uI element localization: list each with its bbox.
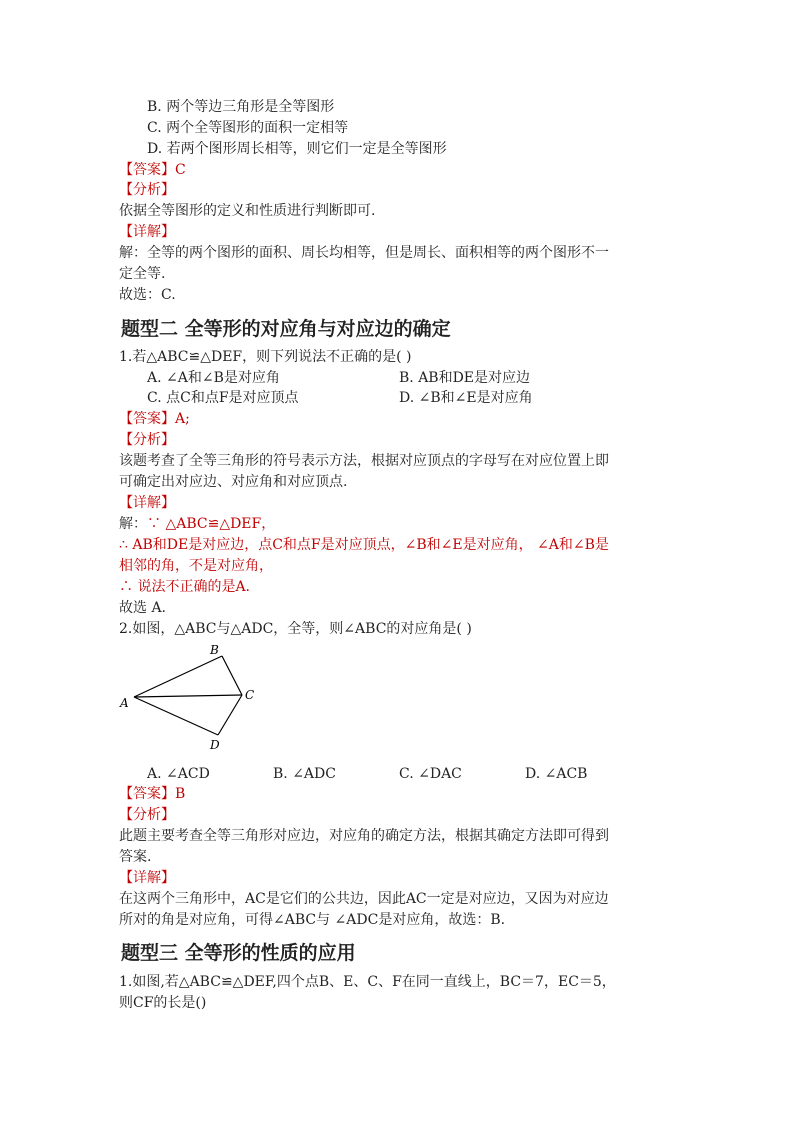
detail-label: 【详解】 bbox=[119, 495, 175, 511]
option-b: B. ∠ADC bbox=[273, 766, 336, 782]
analysis-text: 可确定出对应边、对应角和对应顶点. bbox=[119, 474, 348, 490]
analysis-label: 【分析】 bbox=[119, 432, 175, 448]
vertex-label-b: B bbox=[210, 643, 219, 657]
option-c: C. ∠DAC bbox=[399, 766, 462, 782]
detail-label: 【详解】 bbox=[119, 224, 175, 240]
detail-text: 解：全等的两个图形的面积、周长均相等，但是周长、面积相等的两个图形不一 bbox=[119, 245, 609, 261]
detail-red-text: ∴ AB和DE是对应边，点C和点F是对应顶点，∠B和∠E是对应角， bbox=[119, 537, 533, 553]
option-d: D. ∠ACB bbox=[525, 766, 588, 782]
answer-row bbox=[119, 784, 185, 804]
answer-value: C bbox=[175, 162, 186, 178]
detail-red-text: ∠A和∠B是 bbox=[537, 537, 609, 553]
answer-row bbox=[119, 409, 190, 429]
analysis-text: 依据全等图形的定义和性质进行判断即可. bbox=[119, 203, 376, 219]
detail-red-text: ∵ △ABC≌△DEF， bbox=[147, 516, 276, 532]
detail-text: 定全等. bbox=[119, 266, 166, 282]
question-stem: 1.如图,若△ABC≌△DEF,四个点B、E、C、F在同一直线上，BC＝7，EC＝5， bbox=[119, 974, 616, 990]
option-d: D. 若两个图形周长相等，则它们一定是全等图形 bbox=[147, 141, 447, 157]
answer-label: 【答案】 bbox=[119, 786, 175, 802]
answer-label: 【答案】 bbox=[119, 162, 175, 178]
vertex-label-a: A bbox=[120, 696, 129, 710]
analysis-text: 此题主要考查全等三角形对应边，对应角的确定方法，根据其确定方法即可得到 bbox=[119, 828, 609, 844]
detail-line: 相邻的角，不是对应角， bbox=[119, 558, 273, 574]
detail-line bbox=[119, 514, 275, 534]
answer-value: A; bbox=[175, 411, 190, 427]
detail-conclusion: 故选 A. bbox=[119, 600, 167, 616]
question-stem: 1.若△ABC≌△DEF，则下列说法不正确的是( ) bbox=[119, 349, 412, 365]
analysis-text: 答案. bbox=[119, 849, 152, 865]
option-a: A. ∠A和∠B是对应角 bbox=[147, 370, 280, 386]
option-b: B. AB和DE是对应边 bbox=[399, 370, 531, 386]
detail-text: 在这两个三角形中，AC是它们的公共边，因此AC一定是对应边，又因为对应边 bbox=[119, 891, 609, 907]
option-b: B. 两个等边三角形是全等图形 bbox=[147, 99, 335, 115]
detail-line bbox=[119, 535, 609, 555]
vertex-label-c: C bbox=[245, 688, 255, 702]
question-stem: 2.如图，△ABC与△ADC，全等，则∠ABC的对应角是( ) bbox=[119, 621, 472, 637]
option-a: A. ∠ACD bbox=[147, 766, 210, 782]
triangle-figure bbox=[115, 640, 265, 755]
option-d: D. ∠B和∠E是对应角 bbox=[399, 390, 533, 406]
option-c: C. 点C和点F是对应顶点 bbox=[147, 390, 299, 406]
option-c: C. 两个全等图形的面积一定相等 bbox=[147, 120, 349, 136]
detail-line: ∴ 说法不正确的是A. bbox=[119, 579, 251, 595]
detail-label: 【详解】 bbox=[119, 870, 175, 886]
detail-text: 所对的角是对应角，可得∠ABC与 ∠ADC是对应角，故选：B. bbox=[119, 912, 506, 928]
analysis-text: 该题考查了全等三角形的符号表示方法，根据对应顶点的字母写在对应位置上即 bbox=[119, 453, 609, 469]
answer-value: B bbox=[175, 786, 186, 802]
question-stem: 则CF的长是() bbox=[119, 995, 207, 1011]
analysis-label: 【分析】 bbox=[119, 182, 175, 198]
detail-conclusion: 故选：C. bbox=[119, 287, 176, 303]
section-heading: 题型三 全等形的性质的应用 bbox=[121, 942, 356, 964]
section-heading: 题型二 全等形的对应角与对应边的确定 bbox=[121, 318, 451, 340]
detail-prefix: 解： bbox=[119, 516, 147, 532]
analysis-label: 【分析】 bbox=[119, 807, 175, 823]
answer-label: 【答案】 bbox=[119, 411, 175, 427]
answer-row bbox=[119, 160, 186, 180]
vertex-label-d: D bbox=[210, 738, 220, 752]
